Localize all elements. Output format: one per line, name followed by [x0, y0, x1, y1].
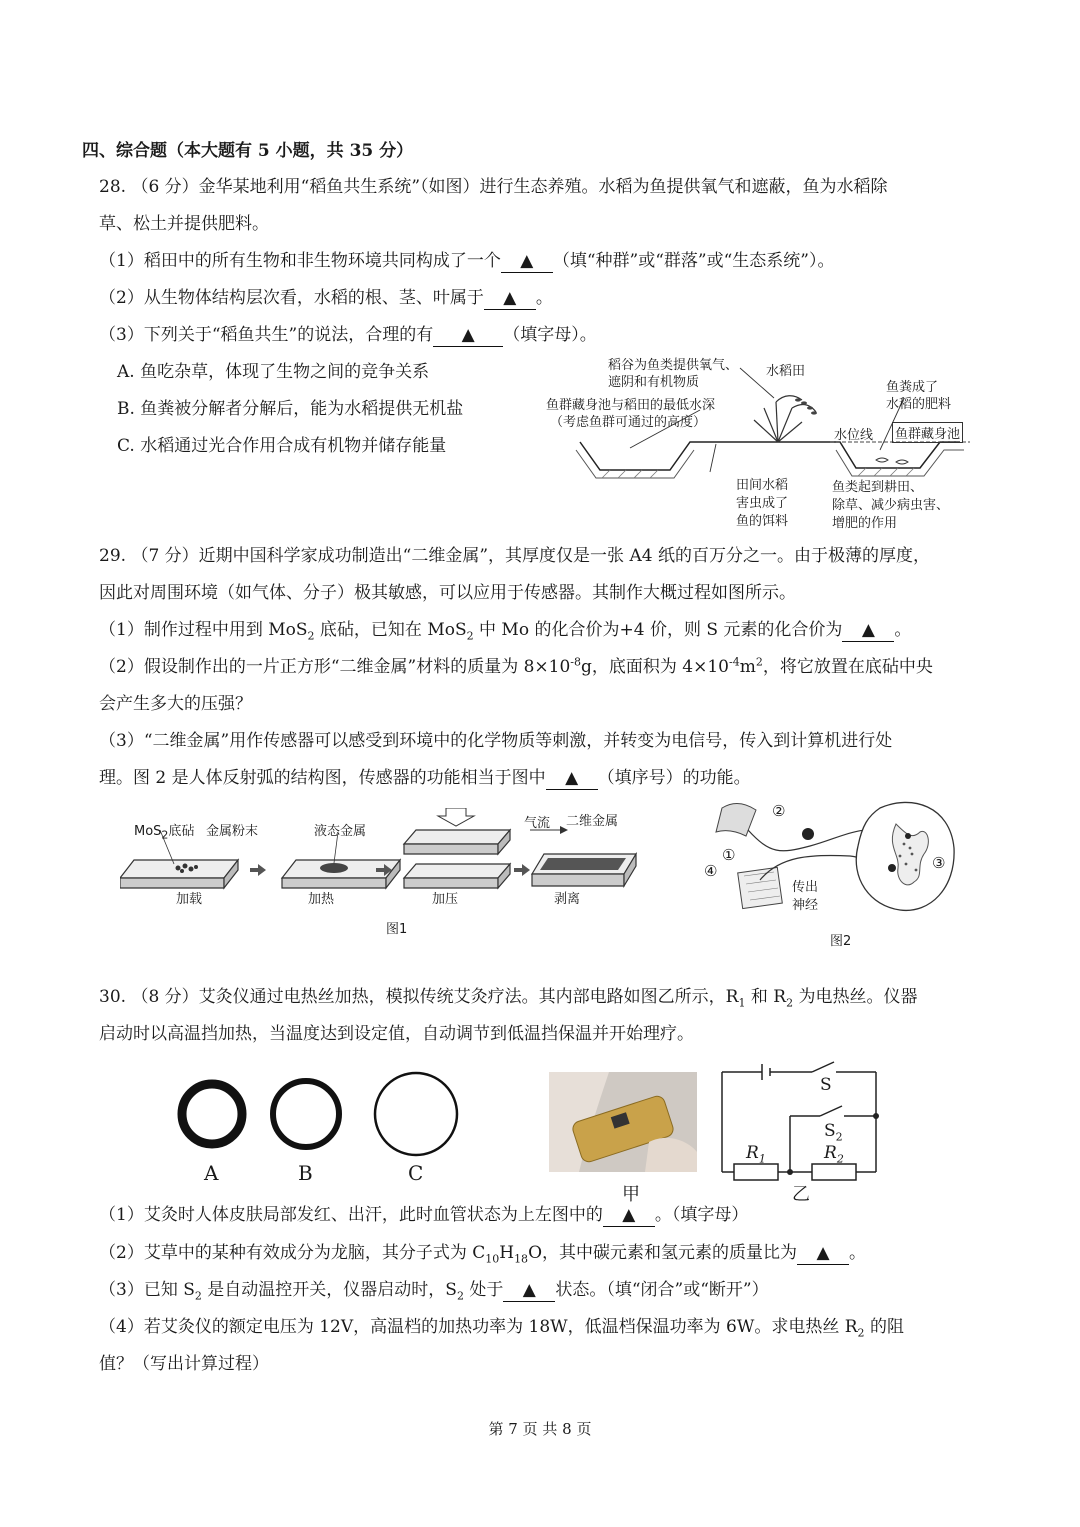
q30-part4-line2: 值？（写出计算过程） [99, 1354, 269, 1374]
photo-label-jia: 甲 [622, 1184, 640, 1205]
q29-part2-line2: 会产生多大的压强？ [99, 694, 252, 714]
diagram-label: （考虑鱼群可通过的高度） [550, 415, 707, 430]
diagram-label: 稻谷为鱼类提供氧气、 [608, 358, 739, 373]
q28-option-b: B. 鱼粪被分解者分解后，能为水稻提供无机盐 [117, 399, 464, 419]
q30-part2-text: （2）艾草中的某种有效成分为龙脑，其分子式为 C [99, 1243, 486, 1263]
subscript: 18 [514, 1252, 529, 1266]
fig1-label: 液态金属 [314, 824, 367, 839]
q28-part2-text: （2）从生物体结构层次看，水稻的根、茎、叶属于 [99, 288, 484, 308]
q29-part3-line2 [99, 767, 751, 790]
q29-part3-text: 理。图 2 是人体反射弧的结构图，传感器的功能相当于图中 [99, 768, 546, 788]
fig1-step-label: 加热 [308, 892, 335, 907]
subscript: 2 [456, 1289, 464, 1303]
q29-part1-text: 中 Mo 的化合价为+4 价，则 S 元素的化合价为 [473, 620, 843, 640]
circle-label-a: A [204, 1161, 219, 1185]
q28-part2-end: 。 [535, 288, 553, 308]
diagram-label: 水位线 [834, 428, 874, 443]
fig1-caption: 图1 [386, 922, 408, 937]
fig1-step-label: 加载 [176, 892, 203, 907]
q30-part3-text: （3）已知 S [99, 1280, 195, 1300]
q30-part2-text: O，其中碳元素和氢元素的质量比为 [528, 1243, 797, 1263]
diagram-label: 鱼群藏身池 [892, 422, 963, 443]
fig2-marker: ② [772, 802, 786, 820]
q30-part4-text: 的阻 [864, 1317, 904, 1337]
answer-blank[interactable]: ▲ [797, 1242, 849, 1265]
q30-stem-line2: 启动时以高温挡加热，当温度达到设定值，自动调节到低温挡保温并开始理疗。 [99, 1024, 694, 1044]
diagram-label: 水稻的肥料 [886, 397, 952, 412]
figure-2 [700, 784, 960, 950]
circuit-diagram [716, 1060, 886, 1210]
q28-option-c: C. 水稻通过光合作用合成有机物并储存能量 [117, 436, 447, 456]
subscript: 1 [738, 996, 746, 1010]
q30-part4-text: （4）若艾灸仪的额定电压为 12V，高温档的加热功率为 18W，低温档保温功率为 6W。求电热丝 R [99, 1317, 858, 1337]
q29-part1-text: （1）制作过程中用到 MoS [99, 620, 308, 640]
fig1-step-label: 剥离 [554, 892, 581, 907]
fig2-marker: ③ [932, 854, 946, 872]
section-title: 四、综合题（本大题有 5 小题，共 35 分） [82, 141, 414, 161]
q28-stem-line1: 28. （6 分）金华某地利用“稻鱼共生系统”（如图）进行生态养殖。水稻为鱼提供氧气和遮蔽，鱼为水稻除 [99, 177, 888, 197]
diagram-label: 增肥的作用 [832, 516, 898, 531]
q30-part1-text: （1）艾灸时人体皮肤局部发红、出汗，此时血管状态为上左图中的 [99, 1205, 603, 1225]
answer-blank[interactable]: ▲ [484, 287, 536, 310]
fig2-marker: ④ [704, 862, 718, 880]
q30-stem-text: 和 R [745, 987, 787, 1007]
circle-label-c: C [408, 1161, 424, 1185]
q30-part1-hint: 。（填字母） [654, 1205, 749, 1225]
answer-blank[interactable]: ▲ [433, 324, 503, 347]
q28-part3 [99, 324, 597, 347]
fig1-label: 二维金属 [566, 814, 619, 829]
diagram-label: 害虫成了 [736, 496, 789, 511]
q28-part1-hint: （填“种群”或“群落”或“生态系统”）。 [552, 251, 835, 271]
fig2-label: 神经 [792, 898, 819, 913]
subscript: 2 [466, 629, 474, 643]
subscript: 10 [485, 1252, 500, 1266]
q29-part3-line1: （3）“二维金属”用作传感器可以感受到环境中的化学物质等刺激，并转变为电信号，传入到计算机进行处 [99, 731, 893, 751]
figure-2-drawing [700, 784, 960, 950]
answer-blank[interactable]: ▲ [546, 767, 598, 790]
q29-part2-text: ，将它放置在底砧中央 [762, 657, 933, 677]
vessel-circles-drawing [170, 1070, 470, 1170]
q29-part2-text: g，底面积为 4×10 [581, 657, 729, 677]
q28-part2 [99, 287, 553, 310]
q29-stem-line2: 因此对周围环境（如气体、分子）极其敏感，可以应用于传感器。其制作大概过程如图所示。 [99, 583, 796, 603]
diagram-label: 鱼的饵料 [736, 514, 789, 529]
fig1-label: 气流 [524, 816, 551, 831]
diagram-label: 鱼类起到耕田、 [832, 480, 924, 495]
q29-part1-end: 。 [894, 620, 912, 640]
diagram-label: 遮阴和有机物质 [608, 375, 700, 390]
circle-label-b: B [298, 1161, 313, 1185]
fig2-label: 传出 [792, 880, 819, 895]
circuit-drawing [716, 1060, 886, 1190]
q28-part1 [99, 250, 834, 273]
q28-part1-text: （1）稻田中的所有生物和非生物环境共同构成了一个 [99, 251, 501, 271]
q29-stem-line1: 29. （7 分）近期中国科学家成功制造出“二维金属”，其厚度仅是一张 A4 纸的百万分之一。由于极薄的厚度， [99, 546, 930, 566]
q30-part3-text: 处于 [463, 1280, 504, 1300]
subscript: 2 [307, 629, 315, 643]
answer-blank[interactable]: ▲ [501, 250, 553, 273]
q30-part2-text: H [499, 1243, 515, 1263]
figure-1-drawing [120, 808, 640, 938]
resistor-r1-label: $R_1$ [746, 1143, 766, 1166]
q30-stem-line1 [99, 986, 917, 1008]
answer-blank[interactable]: ▲ [503, 1279, 555, 1302]
resistor-r2-label: $R_2$ [824, 1143, 844, 1166]
fig2-caption: 图2 [830, 934, 852, 949]
q29-part2 [99, 656, 933, 678]
q30-stem-text: 30. （8 分）艾灸仪通过电热丝加热，模拟传统艾灸疗法。其内部电路如图乙所示，R [99, 987, 739, 1007]
vessel-circles [170, 1070, 470, 1190]
subscript: 2 [786, 996, 794, 1010]
q28-part3-text: （3）下列关于“稻鱼共生”的说法，合理的有 [99, 325, 434, 345]
q30-part2 [99, 1242, 866, 1265]
fig2-marker: ① [722, 846, 736, 864]
subscript: 2 [194, 1289, 202, 1303]
superscript: -8 [570, 655, 582, 669]
answer-blank[interactable]: ▲ [842, 619, 894, 642]
q28-option-a: A. 鱼吃杂草，体现了生物之间的竞争关系 [117, 362, 430, 382]
switch-s-label: S [820, 1075, 832, 1095]
figure-1 [120, 808, 640, 938]
q30-part3 [99, 1279, 769, 1302]
subscript: 2 [857, 1326, 865, 1340]
diagram-label: 鱼群藏身池与稻田的最低水深 [546, 398, 716, 413]
q28-stem-line2: 草、松土并提供肥料。 [99, 214, 269, 234]
q30-part2-end: 。 [849, 1243, 866, 1263]
page-footer: 第 7 页 共 8 页 [488, 1420, 592, 1438]
moxibustion-device-photo [549, 1072, 697, 1172]
superscript: -4 [729, 655, 740, 669]
diagram-label: 鱼粪成了 [886, 380, 939, 395]
q30-part1 [99, 1204, 748, 1227]
fig1-label: MoS$_2$底砧 [134, 824, 195, 842]
q29-part1 [99, 619, 911, 642]
fig1-step-label: 加压 [432, 892, 459, 907]
q29-part2-text: m [739, 657, 756, 677]
superscript: 2 [755, 655, 763, 669]
q30-part3-hint: 状态。（填“闭合”或“断开”） [555, 1280, 769, 1300]
answer-blank[interactable]: ▲ [603, 1204, 655, 1227]
q30-stem-text: 为电热丝。仪器 [793, 987, 918, 1007]
diagram-label: 田间水稻 [736, 478, 789, 493]
circuit-label-yi: 乙 [792, 1184, 810, 1205]
q29-part3-hint: （填序号）的功能。 [597, 768, 751, 788]
q28-part3-hint: （填字母）。 [503, 325, 597, 345]
switch-s2-label: $S_2$ [824, 1121, 843, 1144]
diagram-label: 除草、减少病虫害、 [832, 498, 950, 513]
q30-part3-text: 是自动温控开关，仪器启动时，S [201, 1280, 457, 1300]
q29-part1-text: 底砧，已知在 MoS [314, 620, 467, 640]
q30-part4 [99, 1316, 904, 1338]
q29-part2-text: （2）假设制作出的一片正方形“二维金属”材料的质量为 8×10 [99, 657, 571, 677]
fig1-label: 金属粉末 [206, 824, 259, 839]
rice-fish-diagram [540, 350, 980, 532]
device-photo-drawing [549, 1072, 697, 1172]
diagram-label: 水稻田 [766, 364, 806, 379]
